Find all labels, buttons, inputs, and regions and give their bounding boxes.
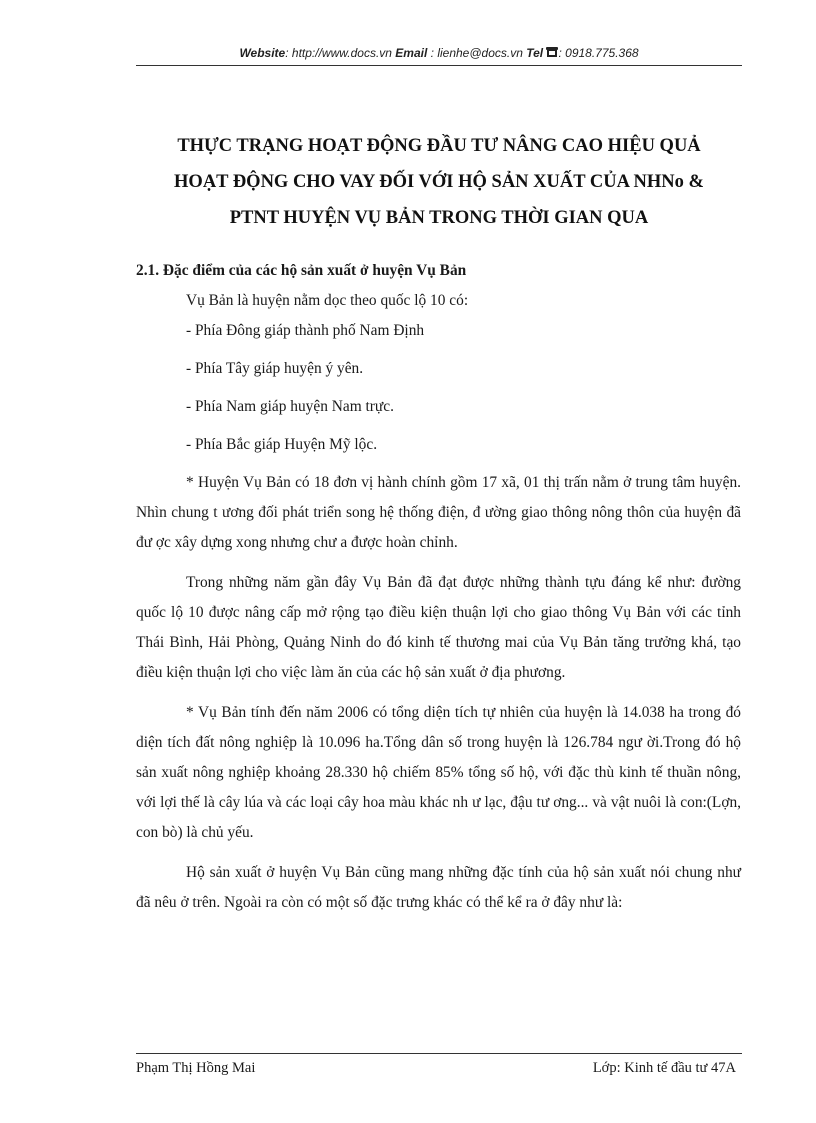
paragraph-1: * Huyện Vụ Bản có 18 đơn vị hành chính gồm 17 xã, 01 thị trấn nằm ở trung tâm huyện. Nhìn chung t ương đối phát triển song hệ thống điện, đ ường giao thông nông thôn của huyện đã đư ợc xây dựng xong nhưng chư a được hoàn chỉnh.: [136, 474, 741, 551]
page-header: [136, 46, 742, 60]
title-line-1: THỰC TRẠNG HOẠT ĐỘNG ĐẦU TƯ NÂNG CAO HIỆU QUẢ: [177, 136, 701, 156]
email-label: Email: [395, 46, 428, 60]
website-value: : http://www.docs.vn: [285, 46, 392, 60]
section-heading: 2.1. Đặc điểm của các hộ sản xuất ở huyện Vụ Bản: [136, 262, 467, 279]
document-title: [128, 128, 750, 236]
bullet-1: - Phía Đông giáp thành phố Nam Định: [186, 322, 425, 339]
title-line-2: HOẠT ĐỘNG CHO VAY ĐỐI VỚI HỘ SẢN XUẤT CỦA NHNo &: [174, 172, 704, 192]
paragraph-2: Trong những năm gần đây Vụ Bản đã đạt được những thành tựu đáng kể như: đường quốc lộ 10 được nâng cấp mở rộng tạo điều kiện thuận lợi cho giao thông Vụ Bản với các tỉnh Thái Bình, Hải Phòng, Quảng Ninh do đó kinh tế thương mai của Vụ Bản tăng trưởng khá, tạo điều kiện thuận lợi cho việc làm ăn của các hộ sản xuất ở địa phương.: [136, 574, 741, 681]
page-footer: [136, 1060, 742, 1077]
paragraph-3: * Vụ Bản tính đến năm 2006 có tổng diện tích tự nhiên của huyện là 14.038 ha trong đó diện tích đất nông nghiệp là 10.096 ha.Tổng dân số trong huyện là 126.784 ngư ời.Trong đó hộ sản xuất nông nghiệp khoảng 28.330 hộ chiếm 85% tổng số hộ, với đặc thù kinh tế thuần nông, với lợi thế là cây lúa và các loại cây hoa màu khác nh ư lạc, đậu tư ơng... và vật nuôi là con:(Lợn, con bò) là chủ yếu.: [136, 704, 741, 841]
email-value: : lienhe@docs.vn: [430, 46, 523, 60]
tel-value: : 0918.775.368: [558, 46, 639, 60]
footer-divider: [136, 1053, 742, 1054]
paragraph-4: Hộ sản xuất ở huyện Vụ Bản cũng mang những đặc tính của hộ sản xuất nói chung như đã nêu ở trên. Ngoài ra còn có một số đặc trưng khác có thể kể ra ở đây như là:: [136, 864, 741, 911]
section-intro: Vụ Bản là huyện nằm dọc theo quốc lộ 10 có:: [186, 292, 469, 309]
title-line-3: PTNT HUYỆN VỤ BẢN TRONG THỜI GIAN QUA: [229, 208, 649, 228]
bullet-4: - Phía Bắc giáp Huyện Mỹ lộc.: [186, 436, 378, 453]
website-label: Website: [239, 46, 286, 60]
footer-class: Lớp: Kinh tế đầu tư 47A: [592, 1060, 736, 1076]
footer-author: Phạm Thị Hồng Mai: [136, 1060, 256, 1076]
document-body: [136, 262, 741, 928]
phone-icon: [546, 46, 558, 58]
header-divider: [136, 65, 742, 66]
bullet-2: - Phía Tây giáp huyện ý yên.: [186, 360, 364, 377]
tel-label: Tel: [526, 46, 544, 60]
bullet-3: - Phía Nam giáp huyện Nam trực.: [186, 398, 394, 415]
